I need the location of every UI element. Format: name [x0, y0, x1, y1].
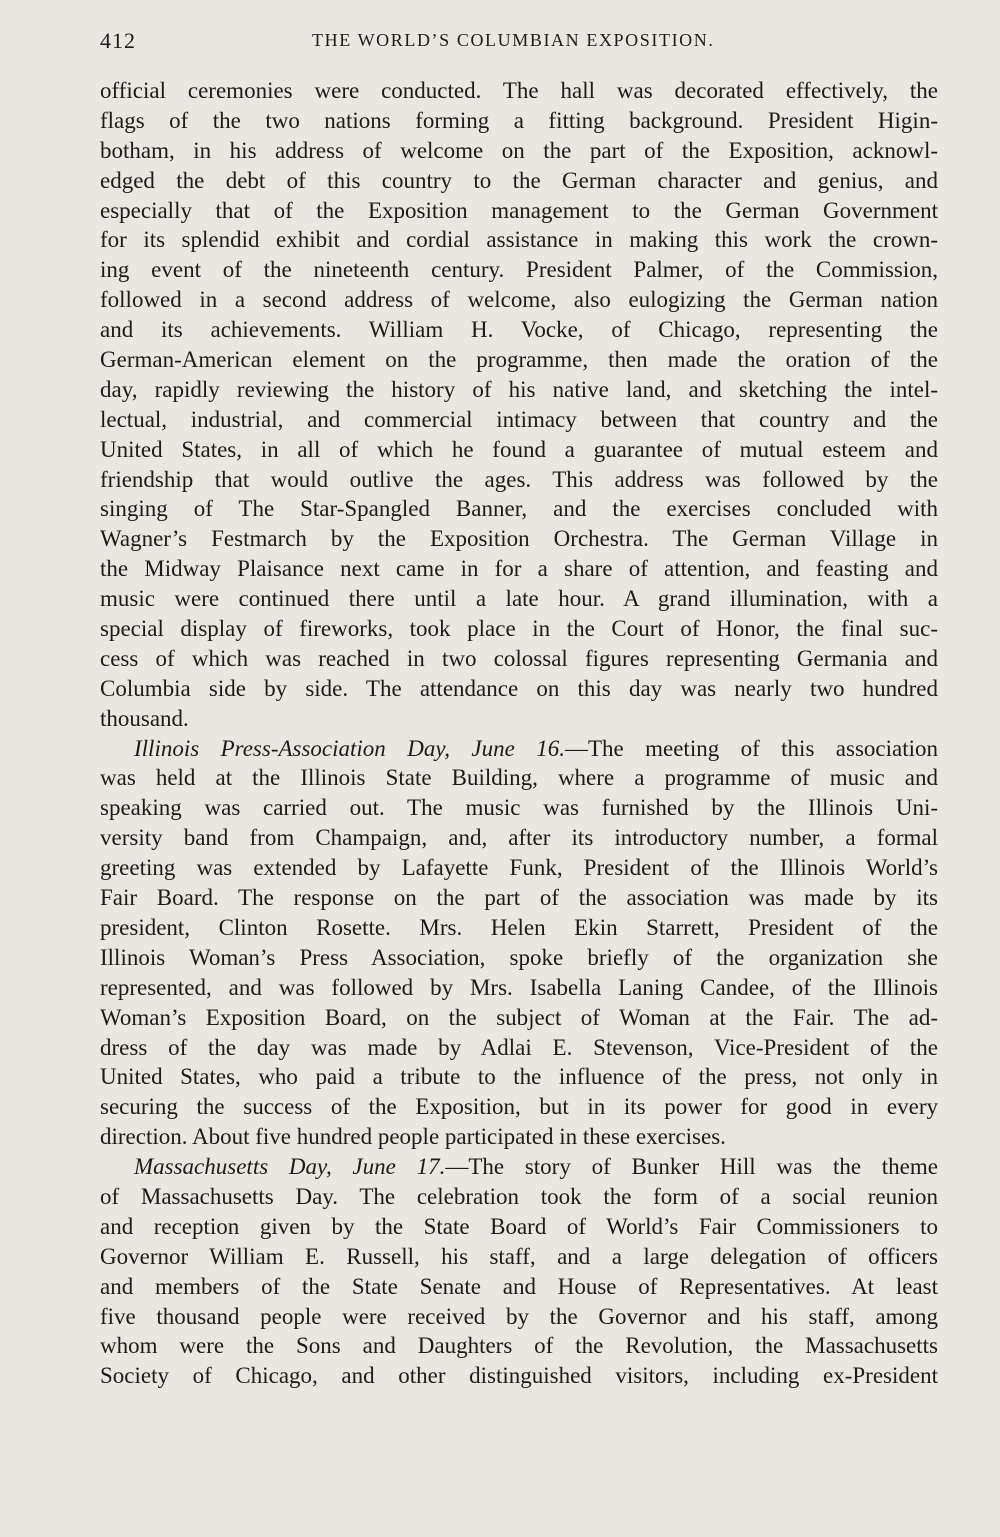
text-line: Society of Chicago, and other distinguished visitors, including ex-President	[100, 1363, 938, 1389]
text-line: whom were the Sons and Daughters of the Revolution, the Massachusetts	[100, 1333, 938, 1359]
text-line: represented, and was followed by Mrs. Isabella Laning Candee, of the Illinois	[100, 974, 938, 1000]
text-line: friendship that would outlive the ages. This address was followed by the	[100, 466, 938, 492]
page-number: 412	[100, 28, 136, 53]
text-line: Governor William E. Russell, his staff, and a large delegation of officers	[100, 1243, 938, 1269]
running-title: THE WORLD’S COLUMBIAN EXPOSITION.	[312, 30, 715, 50]
text-line: was held at the Illinois State Building, where a programme of music and	[100, 765, 938, 791]
paragraph-german-day	[100, 76, 938, 734]
text-line: music were continued there until a late hour. A grand illumination, with a	[100, 586, 938, 612]
text-line: versity band from Champaign, and, after its introductory number, a formal	[100, 825, 938, 851]
running-head	[100, 28, 940, 56]
text-line: and members of the State Senate and House of Representatives. At least	[100, 1273, 938, 1299]
text-line: and its achievements. William H. Vocke, of Chicago, representing the	[100, 317, 938, 343]
text-line: cess of which was reached in two colossal figures representing Germania and	[100, 645, 938, 671]
text-line: lectual, industrial, and commercial intimacy between that country and the	[100, 406, 938, 432]
text-line: official ceremonies were conducted. The hall was decorated effectively, the	[100, 78, 938, 103]
text-line: for its splendid exhibit and cordial assistance in making this work the crown-	[100, 227, 938, 253]
text-line: Columbia side by side. The attendance on this day was nearly two hundred	[100, 675, 938, 701]
paragraph-illinois-press-day	[100, 734, 938, 1152]
text-line: thousand.	[100, 705, 189, 731]
paragraph-massachusetts-day	[100, 1152, 938, 1391]
text-line: Wagner’s Festmarch by the Exposition Orchestra. The German Village in	[100, 526, 938, 552]
text-line: singing of The Star-Spangled Banner, and the exercises concluded with	[100, 496, 938, 522]
text-line: Fair Board. The response on the part of the association was made by its	[100, 885, 938, 911]
text-line: flags of the two nations forming a fitting background. President Higin-	[100, 107, 938, 133]
text-line: special display of fireworks, took place in the Court of Honor, the final suc-	[100, 616, 938, 642]
text-line: especially that of the Exposition management to the German Government	[100, 197, 938, 223]
text-line: president, Clinton Rosette. Mrs. Helen Ekin Starrett, President of the	[100, 914, 938, 940]
text-line: edged the debt of this country to the German character and genius, and	[100, 167, 938, 193]
text-line: of Massachusetts Day. The celebration took the form of a social reunion	[100, 1183, 938, 1209]
text-line: Illinois Woman’s Press Association, spoke briefly of the organization she	[100, 944, 938, 970]
text-line: ing event of the nineteenth century. President Palmer, of the Commission,	[100, 257, 938, 283]
text-line: the Midway Plaisance next came in for a share of attention, and feasting and	[100, 556, 938, 582]
heading-continuation: —The story of Bunker Hill was the theme	[445, 1154, 938, 1180]
text-line: Woman’s Exposition Board, on the subject of Woman at the Fair. The ad-	[100, 1004, 938, 1030]
paragraph-first-line	[100, 734, 938, 764]
body-text	[100, 76, 938, 1391]
text-line: United States, who paid a tribute to the influence of the press, not only in	[100, 1064, 938, 1090]
text-line: botham, in his address of welcome on the part of the Exposition, acknowl-	[100, 137, 938, 163]
text-line: and reception given by the State Board of World’s Fair Commissioners to	[100, 1213, 938, 1239]
paragraph-first-line	[100, 1152, 938, 1182]
text-line: direction. About five hundred people participated in these exercises.	[100, 1124, 726, 1150]
text-line: five thousand people were received by the Governor and his staff, among	[100, 1303, 938, 1329]
section-heading: Illinois Press-Association Day, June 16.	[134, 735, 565, 761]
text-line: securing the success of the Exposition, but in its power for good in every	[100, 1094, 938, 1120]
text-line: United States, in all of which he found a guarantee of mutual esteem and	[100, 436, 938, 462]
section-heading: Massachusetts Day, June 17.	[134, 1154, 446, 1180]
text-line: greeting was extended by Lafayette Funk, President of the Illinois World’s	[100, 855, 938, 881]
text-line: German-American element on the programme, then made the oration of the	[100, 347, 938, 373]
text-line: dress of the day was made by Adlai E. Stevenson, Vice-President of the	[100, 1034, 938, 1060]
text-line: followed in a second address of welcome, also eulogizing the German nation	[100, 287, 938, 313]
heading-continuation: —The meeting of this association	[564, 735, 938, 761]
text-line: speaking was carried out. The music was furnished by the Illinois Uni-	[100, 795, 938, 821]
text-line: day, rapidly reviewing the history of his native land, and sketching the intel-	[100, 376, 938, 402]
